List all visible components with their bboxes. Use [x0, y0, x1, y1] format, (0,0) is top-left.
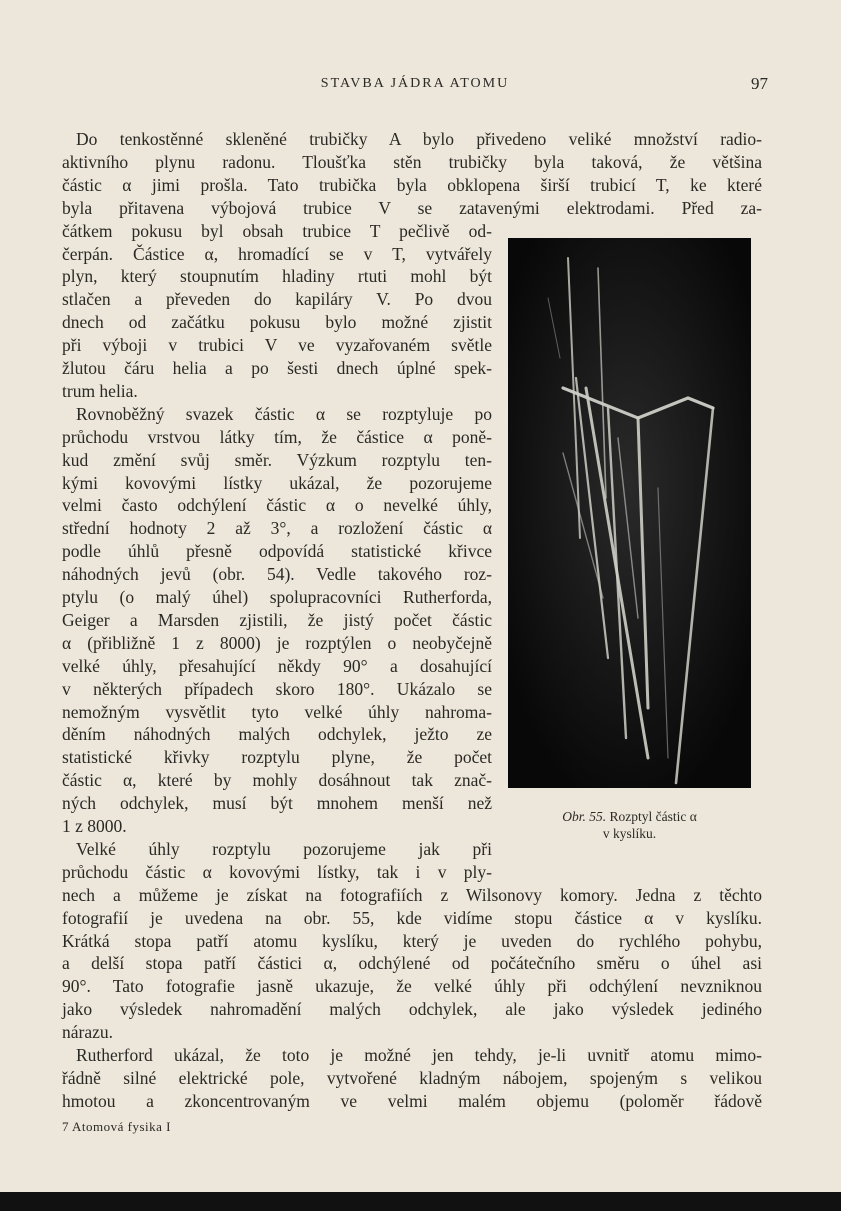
text-line: 1 z 8000. — [62, 816, 127, 836]
figure-55-photo — [508, 238, 751, 788]
text-line: hmotou a zkoncentrovaným ve velmi malém objemu (poloměr řádově — [62, 1090, 762, 1111]
text-line: žlutou čáru helia a po šesti dnech úplné spek- — [62, 358, 492, 378]
text-line: čátkem pokusu byl obsah trubice T pečlivě od- — [62, 220, 492, 241]
text-line: průchodu částic α kovovými lístky, tak i v ply- — [62, 861, 492, 882]
text-line: průchodu vrstvou látky tím, že částice α poně- — [62, 426, 492, 447]
text-line: Geiger a Marsden zjistili, že jistý počet částic — [62, 609, 492, 630]
text-line: byla přitavena výbojová trubice V se zatavenými elektrodami. Před za- — [62, 197, 762, 218]
text-line: α (přibližně 1 z 8000) je rozptýlen o neobyčejně — [62, 632, 492, 653]
scan-border — [0, 1192, 841, 1211]
text-line: střední hodnoty 2 až 3°, a rozložení částic α — [62, 518, 492, 539]
text-line: Krátká stopa patří atomu kyslíku, který je uveden do rychlého pohybu, — [62, 930, 762, 951]
figure-label: Obr. 55. — [562, 809, 607, 824]
text-line: náhodných jevů (obr. 54). Vedle takového roz- — [62, 564, 492, 585]
text-line: 90°. Tato fotografie jasně ukazuje, že velké úhly při odchýlení nevzniknou — [62, 976, 762, 997]
text-line: kými kovovými lístky ukázal, že pozorujeme — [62, 472, 492, 493]
caption-line-1: Rozptyl částic α — [609, 809, 697, 824]
text-line: statistické křivky rozptylu plyne, že počet — [62, 747, 492, 768]
text-line: Rovnoběžný svazek částic α se rozptyluje po — [76, 403, 492, 424]
text-line: plyn, který stoupnutím hladiny rtuti mohl být — [62, 266, 492, 287]
text-line: dnech od začátku pokusu bylo možné zjistit — [62, 312, 492, 333]
text-line: kud změní svůj směr. Výzkum rozptylu ten- — [62, 449, 492, 470]
text-line: řádně silné elektrické pole, vytvořené kladným nábojem, spojeným s velikou — [62, 1067, 762, 1088]
text-line: Velké úhly rozptylu pozorujeme jak při — [76, 838, 492, 859]
caption-line-2: v kyslíku. — [602, 826, 657, 841]
running-title: STAVBA JÁDRA ATOMU — [320, 76, 510, 91]
text-line: podle úhlů přesně odpovídá statistické křivce — [62, 541, 492, 562]
text-line: částic α, které by mohly dosáhnout tak znač- — [62, 770, 492, 791]
text-line: ptylu (o malý úhel) spolupracovníci Rutherforda, — [62, 587, 492, 607]
text-line: při výboji v trubici V ve vyzařovaném světle — [62, 335, 492, 356]
text-line: aktivního plynu radonu. Tloušťka stěn trubičky byla taková, že většina — [62, 151, 762, 172]
page-number: 97 — [751, 74, 768, 93]
text-line: jako výsledek nahromadění malých odchylek, ale jako výsledek jediného — [62, 999, 762, 1020]
text-line: Do tenkostěnné skleněné trubičky A bylo přivedeno veliké množství radio- — [76, 129, 762, 149]
text-line: fotografií je uvedena na obr. 55, kde vidíme stopu částice α v kyslíku. — [62, 907, 762, 928]
text-line: čerpán. Částice α, hromadící se v T, vytvářely — [62, 243, 492, 264]
text-line: nech a můžeme je získat na fotografiích z Wilsonovy komory. Jedna z těchto — [62, 884, 762, 905]
cloud-chamber-tracks — [508, 238, 751, 788]
figure-caption — [508, 808, 751, 842]
text-line: nárazu. — [62, 1022, 114, 1043]
text-line: částic α jimi prošla. Tato trubička byla obklopena širší trubicí T, ke které — [62, 174, 762, 195]
text-line: v některých případech skoro 180°. Ukázalo se — [62, 678, 492, 699]
text-line: velmi často odchýlení částic α o nevelké úhly, — [62, 495, 492, 516]
text-line: Rutherford ukázal, že toto je možné jen tehdy, je-li uvnitř atomu mimo- — [76, 1045, 762, 1065]
text-line: ných odchylek, musí být mnohem menší než — [62, 793, 492, 814]
text-line: děním náhodných malých odchylek, ježto ze — [62, 724, 492, 745]
text-line: nemožným vysvětlit tyto velké úhly nahroma- — [62, 701, 492, 722]
text-line: a delší stopa patří částici α, odchýlené od počátečního směru o úhel asi — [62, 953, 762, 974]
text-line: stlačen a převeden do kapiláry V. Po dvou — [62, 289, 492, 310]
text-line: trum helia. — [62, 380, 138, 401]
printer-signature: 7 Atomová fysika I — [62, 1119, 172, 1134]
text-line: velké úhly, přesahující někdy 90° a dosahující — [62, 655, 492, 676]
